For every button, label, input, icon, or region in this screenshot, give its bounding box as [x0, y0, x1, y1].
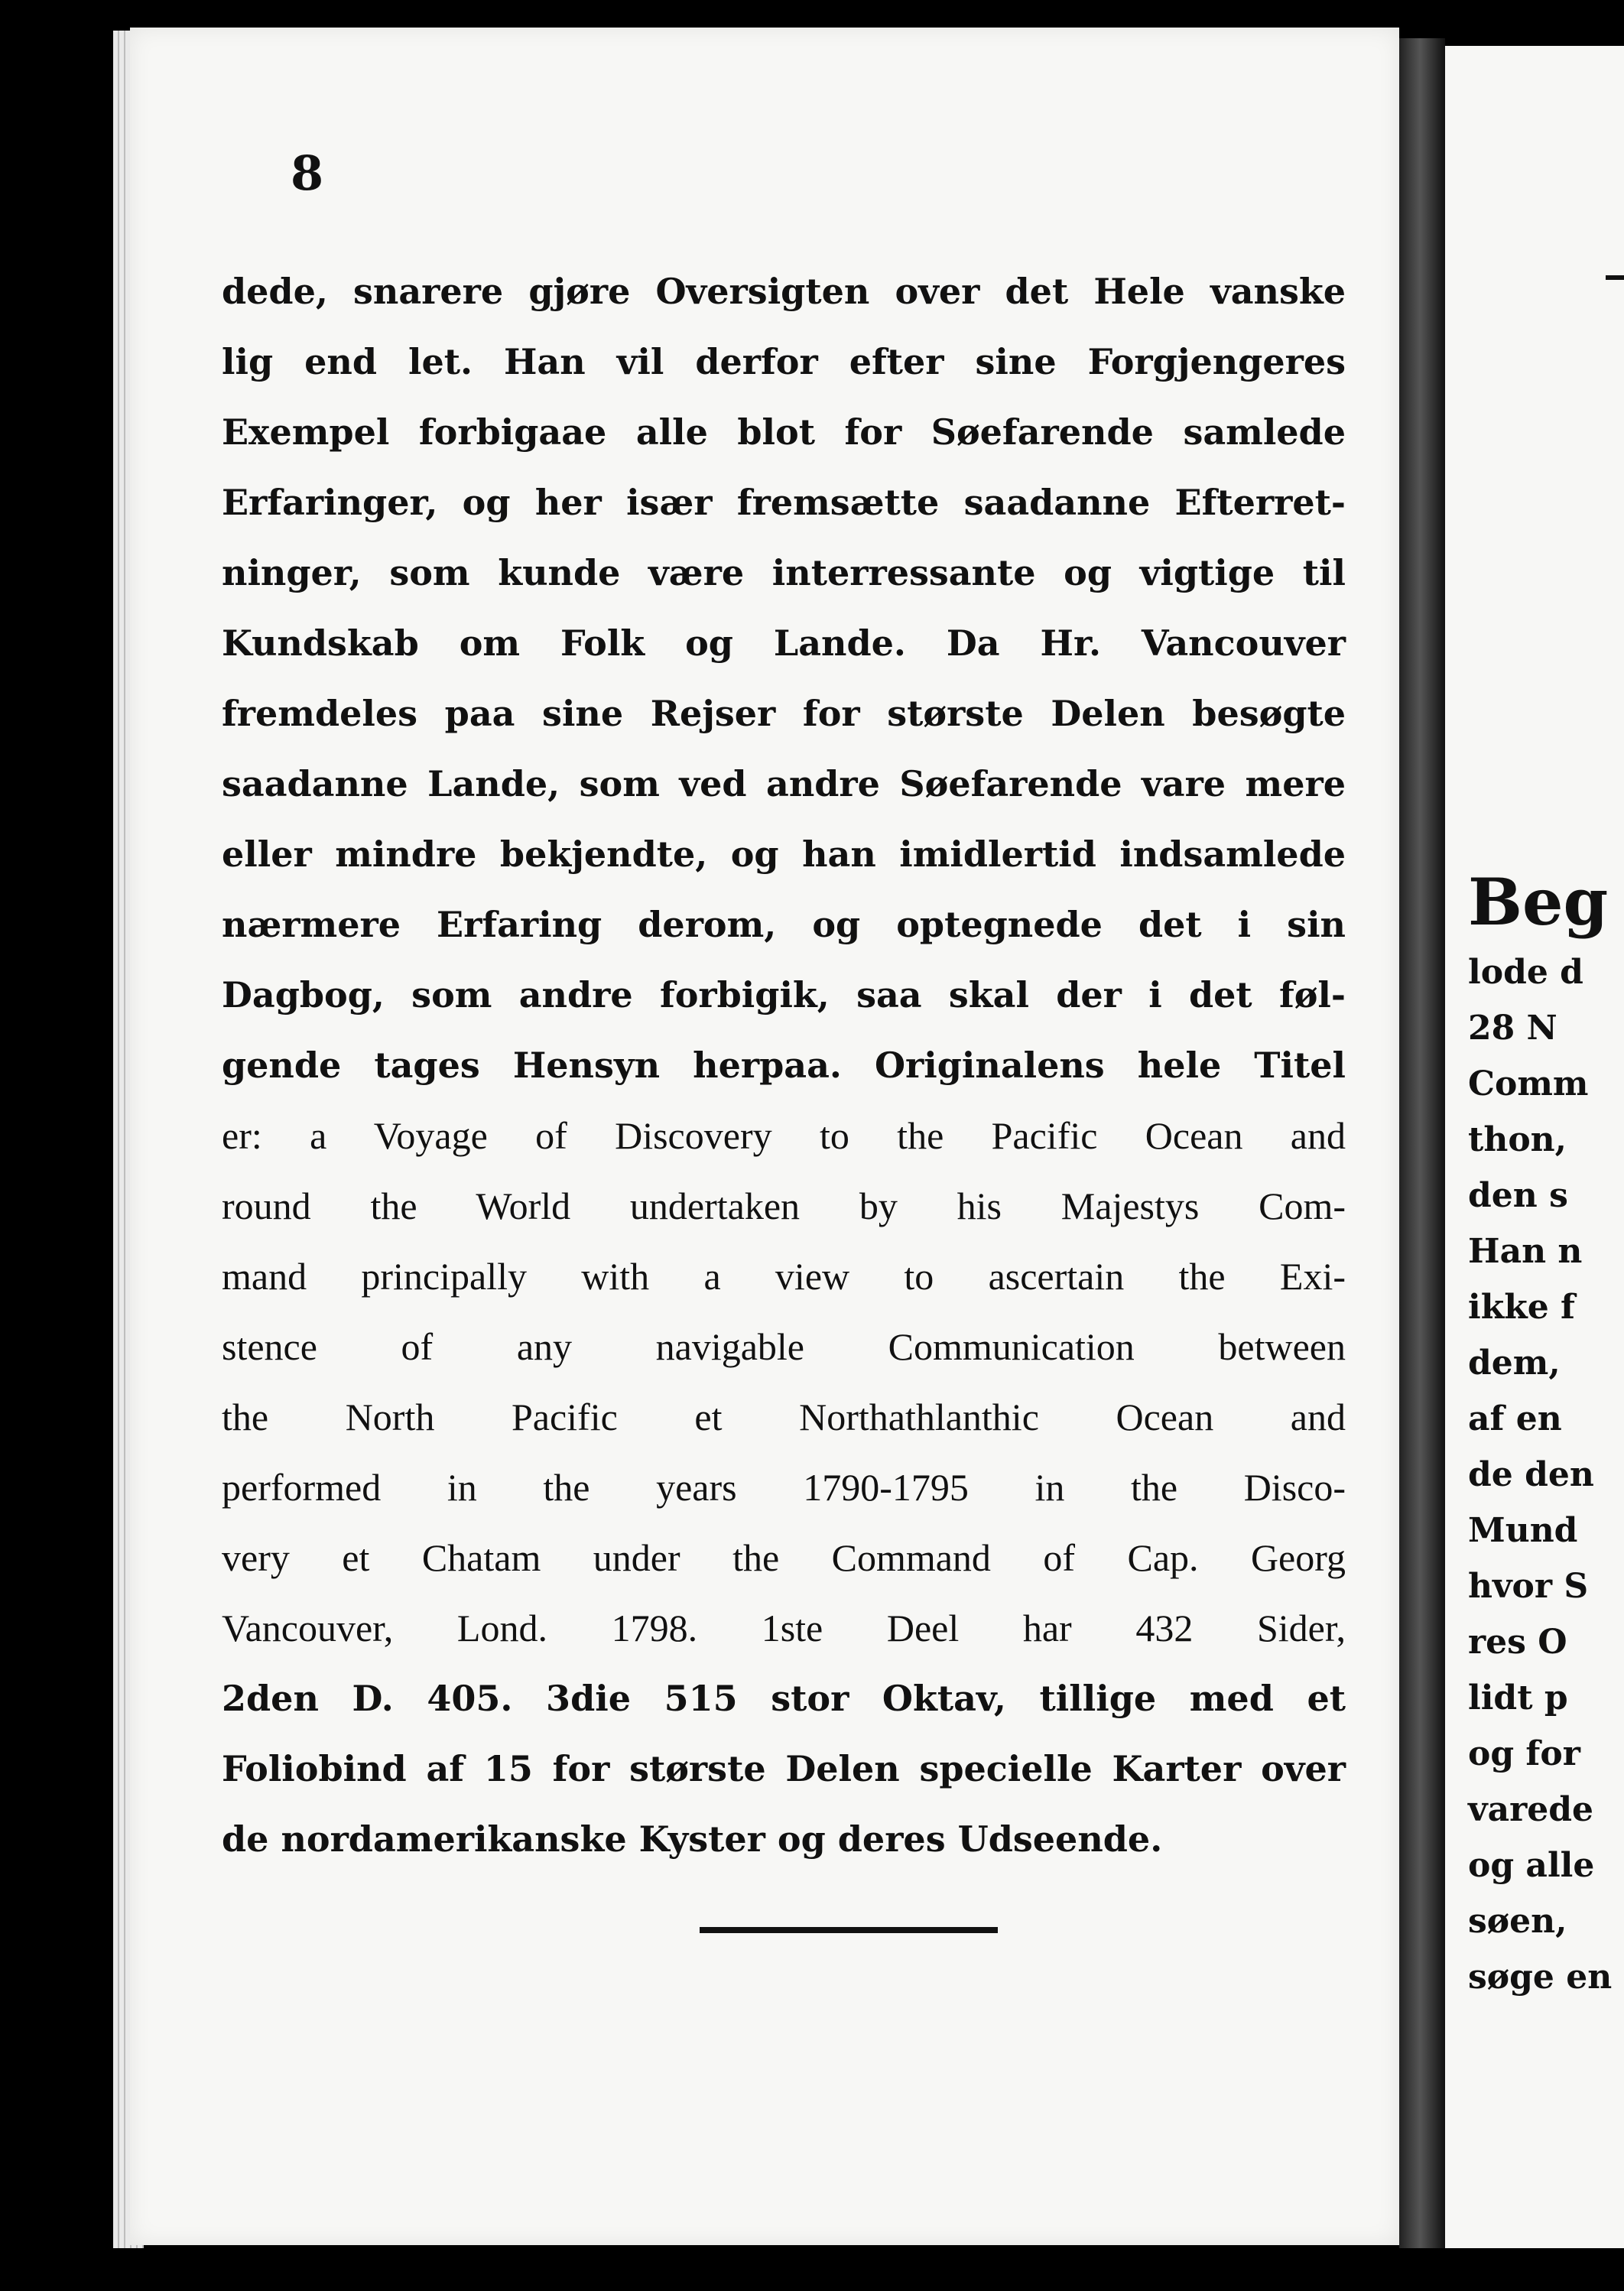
text-line: Beg — [1468, 864, 1609, 940]
text-line: er: a Voyage of Discovery to the Pacific Ocean and — [222, 1114, 1346, 1157]
text-line: lig end let. Han vil derfor efter sine Forgjengeres — [222, 341, 1346, 382]
text-line: Exempel forbigaae alle blot for Søefarende samlede — [222, 411, 1346, 453]
text-line: de den — [1468, 1455, 1594, 1494]
text-line: dede, snarere gjøre Oversigten over det Hele vanske — [222, 271, 1346, 312]
text-line: de nordamerikanske Kyster og deres Udseende. — [222, 1818, 1163, 1860]
text-line: lidt p — [1468, 1678, 1568, 1717]
text-line: Mund — [1468, 1511, 1578, 1550]
text-line: af en — [1468, 1399, 1562, 1438]
left-page-text — [222, 256, 1346, 1874]
text-line: den s — [1468, 1176, 1568, 1215]
text-line: 2den D. 405. 3die 515 stor Oktav, tillige med et — [222, 1678, 1346, 1719]
text-line: Han n — [1468, 1232, 1583, 1271]
running-head-dash — [1606, 275, 1624, 280]
text-line: 28 N — [1468, 1009, 1557, 1048]
text-line: hvor S — [1468, 1567, 1589, 1606]
right-page — [1445, 46, 1624, 2248]
text-line: performed in the years 1790-1795 in the Disco- — [222, 1466, 1346, 1509]
text-line: Vancouver, Lond. 1798. 1ste Deel har 432 Sider, — [222, 1607, 1346, 1649]
section-end-rule — [700, 1927, 998, 1933]
text-line: Comm — [1468, 1064, 1589, 1103]
text-line: og alle — [1468, 1846, 1595, 1885]
text-line: thon, — [1468, 1120, 1567, 1159]
book-spine — [1399, 38, 1445, 2248]
text-line: lode d — [1468, 953, 1583, 992]
text-line: saadanne Lande, som ved andre Søefarende vare mere — [222, 763, 1346, 804]
page-number: 8 — [291, 145, 324, 201]
text-line: Dagbog, som andre forbigik, saa skal der i det føl- — [222, 974, 1346, 1016]
text-line: round the World undertaken by his Majestys Com- — [222, 1184, 1346, 1227]
text-line: stence of any navigable Communication between — [222, 1325, 1346, 1368]
text-line: nærmere Erfaring derom, og optegnede det i sin — [222, 904, 1346, 945]
text-line: fremdeles paa sine Rejser for største Delen besøgte — [222, 693, 1346, 734]
text-line: Foliobind af 15 for største Delen specielle Karter over — [222, 1748, 1346, 1789]
text-line: og for — [1468, 1734, 1580, 1773]
text-line: søge en — [1468, 1958, 1613, 1997]
text-line: søen, — [1468, 1902, 1567, 1941]
text-line: the North Pacific et Northathlanthic Ocean and — [222, 1396, 1346, 1438]
right-page-text — [1468, 860, 1612, 2005]
text-line: eller mindre bekjendte, og han imidlertid indsamlede — [222, 834, 1346, 875]
text-line: gende tages Hensyn herpaa. Originalens hele Titel — [222, 1045, 1346, 1086]
text-line: ninger, som kunde være interressante og vigtige til — [222, 552, 1346, 593]
text-line: Kundskab om Folk og Lande. Da Hr. Vancouver — [222, 622, 1346, 664]
text-line: mand principally with a view to ascertain the Exi- — [222, 1255, 1346, 1298]
text-line: varede — [1468, 1790, 1594, 1829]
text-line: dem, — [1468, 1344, 1561, 1383]
text-line: ikke f — [1468, 1288, 1575, 1327]
text-line: res O — [1468, 1623, 1567, 1662]
text-line: very et Chatam under the Command of Cap. Georg — [222, 1536, 1346, 1579]
text-line: Erfaringer, og her især fremsætte saadanne Efterret- — [222, 482, 1346, 523]
